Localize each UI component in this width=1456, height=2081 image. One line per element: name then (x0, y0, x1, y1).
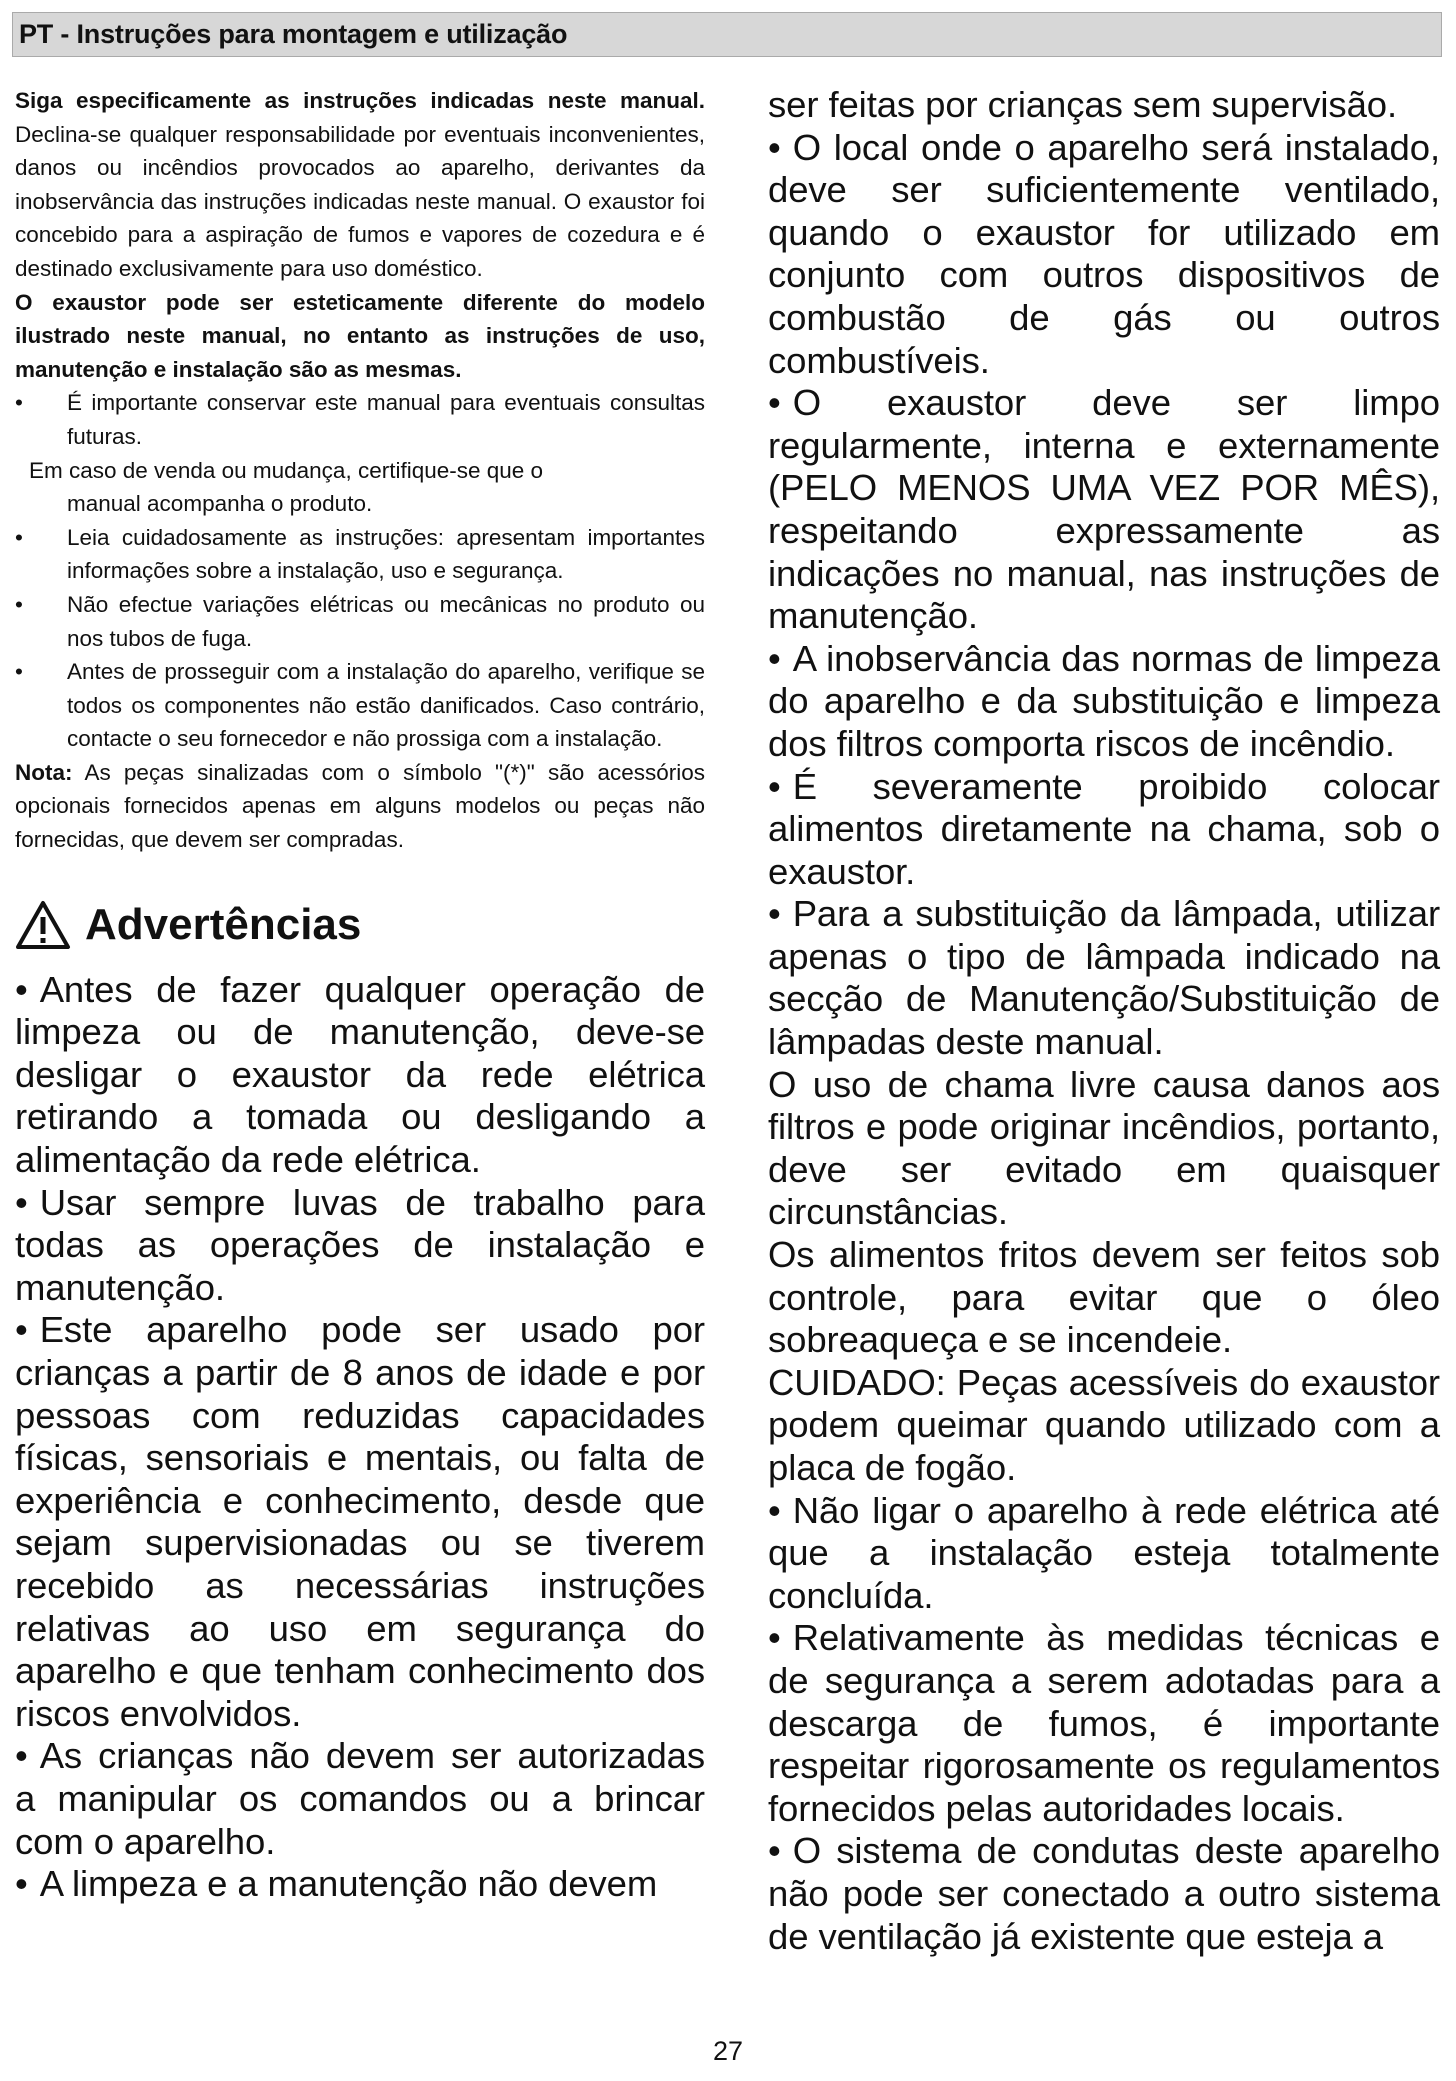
bullet-text: É importante conservar este manual para eventuais consultas futuras. (67, 390, 705, 449)
intro-rest: Declina-se qualquer responsabilidade por eventuais inconvenientes, danos ou incêndios provocados ao aparelho, derivantes da inobservância das instruções indicadas neste manual. O exaustor foi concebido para a aspiração de fumos e vapores de cozedura e é destinado exclusivamente para uso doméstico. (15, 121, 705, 281)
warnings-heading (15, 895, 705, 955)
caution-paragraph: CUIDADO: Peças acessíveis do exaustor podem queimar quando utilizado com a placa de fogão. (768, 1361, 1440, 1488)
bullet-text: Leia cuidadosamente as instruções: apresentam importantes informações sobre a instalação, uso e segurança. (67, 524, 705, 584)
page-number: 27 (712, 2036, 744, 2066)
warning-text: Relativamente às medidas técnicas e de segurança a serem adotadas para a descarga de fumos, é importante respeitar rigorosamente os regulamentos fornecidos pelas autoridades locais. (768, 1617, 1440, 1829)
warning-text: A inobservância das normas de limpeza do aparelho e da substituição e limpeza dos filtros comporta riscos de incêndio. (768, 637, 1440, 764)
sale-line-1: Em caso de venda ou mudança, certifique-se que o (29, 457, 544, 483)
list-item (768, 1617, 1440, 1830)
bullet: • (15, 1735, 28, 1777)
bullet-text: Antes de prosseguir com a instalação do aparelho, verifique se todos os componentes não estão danificados. Caso contrário, contacte o seu fornecedor e não prossiga com a instalação. (67, 659, 705, 752)
bullet: • (768, 1489, 781, 1531)
section-header: PT - Instruções para montagem e utilização (12, 12, 1442, 57)
left-column (15, 84, 705, 1906)
fried-paragraph: Os alimentos fritos devem ser feitos sob controle, para evitar que o óleo sobreaqueça e se incendeie. (768, 1234, 1440, 1361)
warnings-left-list (15, 969, 705, 1906)
bullet: • (768, 126, 781, 168)
warning-text: Este aparelho pode ser usado por crianças a partir de 8 anos de idade e por pessoas com reduzidas capacidades físicas, sensoriais e mentais, ou falta de experiência e conhecimento, desde que sejam supervisionadas ou se tiverem recebido as necessárias instruções relativas ao uso em segurança do aparelho e que tenham conhecimento dos riscos envolvidos. (15, 1309, 705, 1734)
intro-bullets (15, 386, 705, 453)
list-item (15, 969, 705, 1182)
list-item (768, 893, 1440, 1063)
intro-lead: Siga especificamente as instruções indicadas neste manual. (15, 88, 705, 113)
list-item (15, 386, 705, 453)
list-item (768, 1830, 1440, 1958)
bullet: • (15, 1309, 28, 1351)
list-item (768, 638, 1440, 766)
list-item (15, 1735, 705, 1863)
list-item (15, 521, 705, 588)
list-item (15, 1863, 705, 1906)
warning-text: A limpeza e a manutenção não devem (39, 1863, 658, 1905)
sale-line-2: manual acompanha o produto. (67, 491, 373, 517)
bullet: • (768, 1617, 781, 1659)
warning-text: Para a substituição da lâmpada, utilizar apenas o tipo de lâmpada indicado na secção de Manutenção/Substituição de lâmpadas deste manual. (768, 893, 1440, 1063)
intro-section (15, 84, 705, 857)
bullet: • (15, 390, 23, 416)
bullet: • (768, 1830, 781, 1872)
list-item (15, 655, 705, 756)
model-note: O exaustor pode ser esteticamente diferente do modelo ilustrado neste manual, no entanto as instruções de uso, manutenção e instalação são as mesmas. (15, 289, 705, 382)
warning-text: As crianças não devem ser autorizadas a manipular os comandos ou a brincar com o aparelho. (15, 1735, 705, 1862)
bullet: • (768, 637, 781, 679)
note-paragraph (15, 756, 705, 857)
list-item (15, 588, 705, 655)
warnings-title: Advertências (85, 899, 362, 949)
list-item (768, 1490, 1440, 1618)
warning-text: Antes de fazer qualquer operação de limpeza ou de manutenção, deve-se desligar o exaustor da rede elétrica retirando a tomada ou desligando a alimentação da rede elétrica. (15, 968, 705, 1181)
note-text: As peças sinalizadas com o símbolo "(*)" são acessórios opcionais fornecidos apenas em alguns modelos ou peças não fornecidas, que devem ser compradas. (15, 759, 705, 853)
bullet: • (15, 1181, 28, 1223)
bullet: • (15, 659, 23, 685)
right-column (768, 84, 1440, 1958)
warning-text: É severamente proibido colocar alimentos diretamente na chama, sob o exaustor. (768, 765, 1440, 892)
warning-triangle-icon (15, 900, 71, 950)
warning-text: Não ligar o aparelho à rede elétrica até que a instalação esteja totalmente concluída. (768, 1489, 1440, 1616)
bullet: • (15, 591, 23, 617)
warning-text: O local onde o aparelho será instalado, deve ser suficientemente ventilado, quando o exaustor for utilizado em conjunto com outros dispositivos de combustão de gás ou outros combustíveis. (768, 126, 1440, 381)
list-item (768, 127, 1440, 383)
warning-text: O sistema de condutas deste aparelho não pode ser conectado a outro sistema de ventilação já existente que esteja a (768, 1830, 1440, 1957)
flame-paragraph: O uso de chama livre causa danos aos filtros e pode originar incêndios, portanto, deve ser evitado em quaisquer circunstâncias. (768, 1063, 1440, 1233)
warning-text: O exaustor deve ser limpo regularmente, interna e externamente (PELO MENOS UMA VEZ POR MÊS), respeitando expressamente as indicações no manual, nas instruções de manutenção. (768, 382, 1440, 637)
note-label: Nota: (15, 759, 73, 785)
bullet-text: Não efectue variações elétricas ou mecânicas no produto ou nos tubos de fuga. (67, 591, 705, 651)
intro-paragraph (15, 84, 705, 286)
list-item (15, 1309, 705, 1735)
intro-bullets-2 (15, 521, 705, 756)
list-item (15, 1182, 705, 1310)
bullet: • (15, 968, 28, 1010)
bullet: • (768, 893, 781, 935)
list-item (768, 382, 1440, 638)
bullet: • (768, 382, 781, 424)
warning-text: Usar sempre luvas de trabalho para todas as operações de instalação e manutenção. (15, 1181, 705, 1308)
bullet: • (768, 765, 781, 807)
bullet: • (15, 524, 23, 550)
continuation-text: ser feitas por crianças sem supervisão. (768, 84, 1398, 125)
bullet: • (15, 1863, 28, 1905)
list-item (768, 766, 1440, 894)
